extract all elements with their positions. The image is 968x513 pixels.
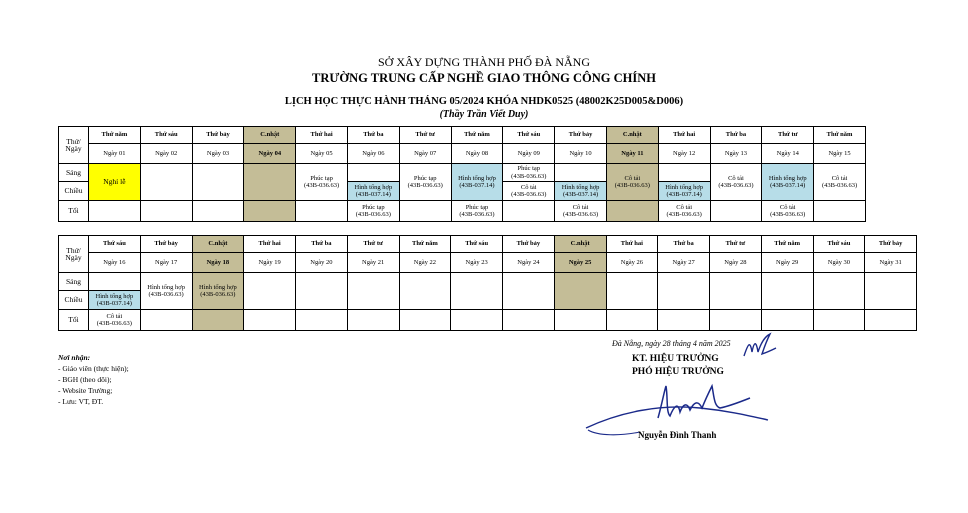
weekday-cell: Thứ tư	[710, 236, 762, 253]
weekday-cell: Thứ năm	[399, 236, 451, 253]
weekday-cell: Thứ hai	[296, 127, 348, 144]
empty-cell	[813, 273, 865, 310]
empty-cell	[865, 310, 917, 331]
class-cell: Cô tải (43B-036.63)	[89, 310, 141, 331]
morning-label: Sáng	[59, 273, 89, 291]
weekday-cell: Thứ sáu	[89, 236, 141, 253]
day-cell: Ngày 11	[606, 144, 658, 164]
weekday-cell: Thứ bảy	[503, 236, 555, 253]
class-cell: Hình tổng hợp (43B-037.14)	[658, 182, 710, 201]
weekday-cell: Thứ sáu	[813, 236, 865, 253]
weekday-day-label: Thứ/ Ngày	[59, 127, 89, 164]
empty-cell	[710, 201, 762, 222]
signer-role-1: KT. HIỆU TRƯỞNG	[632, 354, 719, 364]
class-cell: Cô tải (43B-036.63)	[606, 164, 658, 201]
class-cell: Hình tổng hợp (43B-037.14)	[451, 164, 503, 201]
day-cell: Ngày 09	[503, 144, 555, 164]
class-cell: Phúc tạp (43B-036.63)	[296, 164, 348, 201]
day-cell: Ngày 24	[503, 253, 555, 273]
day-cell: Ngày 23	[451, 253, 503, 273]
class-cell: Hình tổng hợp (43B-037.14)	[89, 291, 141, 310]
empty-cell	[503, 273, 555, 310]
empty-cell	[555, 164, 607, 182]
weekday-cell: Thứ bảy	[555, 127, 607, 144]
signer-role-2: PHÓ HIỆU TRƯỞNG	[632, 367, 724, 377]
empty-cell	[192, 164, 244, 201]
empty-cell	[244, 310, 296, 331]
weekday-cell: Thứ hai	[244, 236, 296, 253]
day-cell: Ngày 25	[554, 253, 606, 273]
day-cell: Ngày 26	[606, 253, 658, 273]
weekday-cell: Thứ sáu	[451, 236, 503, 253]
empty-cell	[296, 310, 348, 331]
empty-cell	[140, 201, 192, 222]
empty-cell	[192, 201, 244, 222]
day-cell: Ngày 14	[762, 144, 814, 164]
empty-cell	[606, 273, 658, 310]
day-cell: Ngày 16	[89, 253, 141, 273]
weekday-cell: Thứ bảy	[192, 127, 244, 144]
recipient-item: - Website Trường;	[58, 386, 113, 395]
afternoon-label: Chiều	[59, 182, 89, 201]
day-cell: Ngày 08	[451, 144, 503, 164]
day-cell: Ngày 29	[761, 253, 813, 273]
class-cell: Cô tải (43B-036.63)	[503, 182, 555, 201]
holiday-cell: Nghỉ lễ	[89, 164, 141, 201]
weekday-cell: Thứ ba	[658, 236, 710, 253]
weekday-cell: Thứ bảy	[140, 236, 192, 253]
empty-cell	[710, 273, 762, 310]
empty-cell	[710, 310, 762, 331]
empty-cell	[89, 201, 141, 222]
empty-cell	[399, 273, 451, 310]
empty-cell	[658, 310, 710, 331]
empty-cell	[347, 273, 399, 310]
empty-cell	[244, 273, 296, 310]
empty-cell	[399, 310, 451, 331]
day-cell: Ngày 28	[710, 253, 762, 273]
empty-cell	[658, 273, 710, 310]
empty-cell	[761, 310, 813, 331]
empty-cell	[658, 164, 710, 182]
empty-cell	[761, 273, 813, 310]
class-cell: Cô tải (43B-036.63)	[710, 164, 762, 201]
day-cell: Ngày 12	[658, 144, 710, 164]
empty-cell	[813, 310, 865, 331]
class-cell: Phúc tạp (43B-036.63)	[399, 164, 451, 201]
empty-cell	[814, 201, 866, 222]
class-cell: Cô tải (43B-036.63)	[762, 201, 814, 222]
initial-signature	[740, 330, 780, 362]
weekday-cell: Thứ tư	[762, 127, 814, 144]
empty-cell	[140, 164, 192, 201]
morning-label: Sáng	[59, 164, 89, 182]
school-name: TRƯỜNG TRUNG CẤP NGHỀ GIAO THÔNG CÔNG CHÍNH	[312, 71, 656, 85]
evening-label: Tối	[59, 310, 89, 331]
weekday-day-label: Thứ/ Ngày	[59, 236, 89, 273]
recipient-item: - Lưu: VT, ĐT.	[58, 397, 104, 406]
sunday-cell	[244, 201, 296, 222]
class-cell: Cô tải (43B-036.63)	[658, 201, 710, 222]
weekday-cell: Thứ tư	[399, 127, 451, 144]
class-cell: Cô tải (43B-036.63)	[814, 164, 866, 201]
empty-cell	[606, 310, 658, 331]
class-cell: Phúc tạp (43B-036.63)	[347, 201, 399, 222]
class-cell: Phúc tạp (43B-036.63)	[451, 201, 503, 222]
class-cell: Hình tổng hợp (43B-037.14)	[347, 182, 399, 201]
empty-cell	[554, 310, 606, 331]
schedule-table-2	[58, 235, 917, 331]
empty-cell	[503, 310, 555, 331]
class-cell: Cô tải (43B-036.63)	[555, 201, 607, 222]
sunday-cell	[606, 201, 658, 222]
evening-label: Tối	[59, 201, 89, 222]
weekday-cell: Thứ năm	[814, 127, 866, 144]
day-cell: Ngày 05	[296, 144, 348, 164]
weekday-cell: Thứ hai	[658, 127, 710, 144]
recipient-item: - Giáo viên (thực hiện);	[58, 364, 129, 373]
empty-cell	[89, 273, 141, 291]
empty-cell	[347, 164, 399, 182]
day-cell: Ngày 31	[865, 253, 917, 273]
recipient-item: - BGH (theo dõi);	[58, 375, 112, 384]
empty-cell	[140, 310, 192, 331]
weekday-cell: Thứ ba	[347, 127, 399, 144]
class-cell: Hình tổng hợp (43B-037.14)	[762, 164, 814, 201]
schedule-title: LỊCH HỌC THỰC HÀNH THÁNG 05/2024 KHÓA NHDK0525 (48002K25D005&D006)	[284, 96, 684, 107]
day-cell: Ngày 04	[244, 144, 296, 164]
weekday-cell: Thứ ba	[710, 127, 762, 144]
org-name: SỞ XÂY DỰNG THÀNH PHỐ ĐÀ NẴNG	[378, 55, 590, 69]
empty-cell	[399, 201, 451, 222]
weekday-cell: Thứ năm	[451, 127, 503, 144]
afternoon-label: Chiều	[59, 291, 89, 310]
empty-cell	[451, 310, 503, 331]
weekday-cell: Thứ sáu	[140, 127, 192, 144]
weekday-cell: Thứ năm	[89, 127, 141, 144]
weekday-cell: C.nhật	[244, 127, 296, 144]
day-cell: Ngày 19	[244, 253, 296, 273]
empty-cell	[296, 201, 348, 222]
weekday-cell: C.nhật	[192, 236, 244, 253]
weekday-cell: Thứ sáu	[503, 127, 555, 144]
weekday-cell: Thứ bảy	[865, 236, 917, 253]
class-cell: Hình tổng hợp (43B-037.14)	[555, 182, 607, 201]
empty-cell	[503, 201, 555, 222]
class-cell: Phúc tạp (43B-036.63)	[503, 164, 555, 182]
weekday-cell: Thứ tư	[347, 236, 399, 253]
day-cell: Ngày 22	[399, 253, 451, 273]
weekday-cell: Thứ ba	[296, 236, 348, 253]
day-cell: Ngày 17	[140, 253, 192, 273]
empty-cell	[865, 273, 917, 310]
weekday-cell: C.nhật	[554, 236, 606, 253]
day-cell: Ngày 15	[814, 144, 866, 164]
empty-cell	[347, 310, 399, 331]
day-cell: Ngày 02	[140, 144, 192, 164]
sunday-cell	[192, 310, 244, 331]
weekday-cell: Thứ năm	[761, 236, 813, 253]
day-cell: Ngày 01	[89, 144, 141, 164]
teacher-name: (Thầy Trần Viết Duy)	[439, 109, 529, 120]
day-cell: Ngày 30	[813, 253, 865, 273]
empty-cell	[451, 273, 503, 310]
schedule-table-1	[58, 126, 866, 222]
day-cell: Ngày 03	[192, 144, 244, 164]
class-cell: Hình tổng hợp (43B-036.63)	[140, 273, 192, 310]
day-cell: Ngày 06	[347, 144, 399, 164]
day-cell: Ngày 20	[296, 253, 348, 273]
class-cell: Hình tổng hợp (43B-036.63)	[192, 273, 244, 310]
empty-cell	[296, 273, 348, 310]
day-cell: Ngày 13	[710, 144, 762, 164]
day-cell: Ngày 07	[399, 144, 451, 164]
weekday-cell: Thứ hai	[606, 236, 658, 253]
signer-name: Nguyễn Đình Thanh	[638, 430, 717, 440]
day-cell: Ngày 27	[658, 253, 710, 273]
sunday-cell	[554, 273, 606, 310]
day-cell: Ngày 21	[347, 253, 399, 273]
weekday-cell: C.nhật	[606, 127, 658, 144]
sign-date: Đà Nẵng, ngày 28 tháng 4 năm 2025	[612, 339, 731, 348]
day-cell: Ngày 10	[555, 144, 607, 164]
day-cell: Ngày 18	[192, 253, 244, 273]
sunday-cell	[244, 164, 296, 201]
recipients-title: Nơi nhận:	[58, 353, 91, 362]
